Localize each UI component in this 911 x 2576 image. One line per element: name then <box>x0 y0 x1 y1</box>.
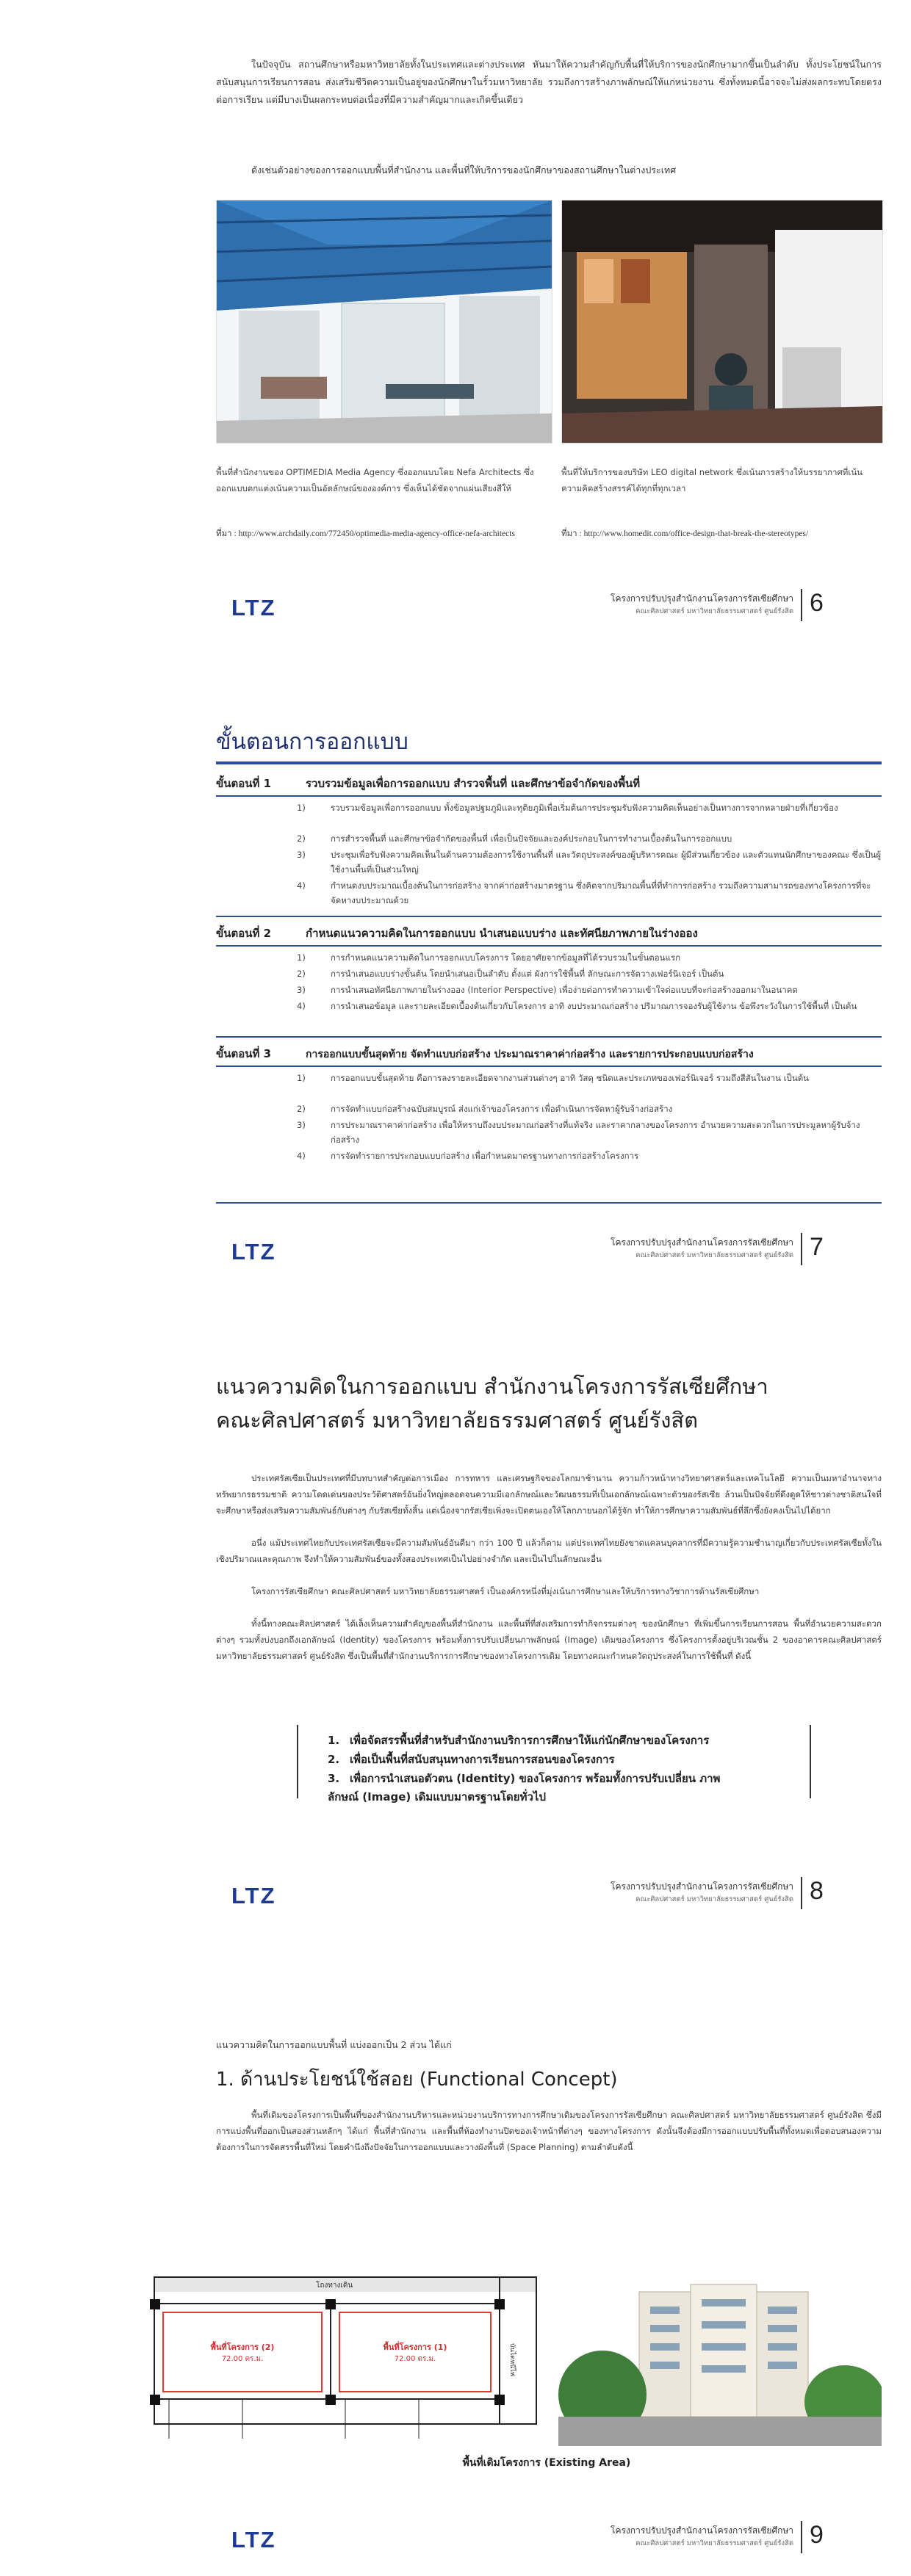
right-photo-source: ที่มา : http://www.homedit.com/office-design-that-break-the-stereotypes/ <box>561 529 809 538</box>
item-text: รวบรวมข้อมูลเพื่อการออกแบบ ทั้งข้อมูลปฐมภูมิและทุติยภูมิเพื่อเริ่มต้นการประชุมรับฟังความคิดเห็นอย่างเป็นทางการจากหลายฝ่ายที่เกี่ยวข้อง <box>331 803 838 813</box>
objective-item <box>328 1770 739 1806</box>
step-2-item <box>297 967 882 982</box>
page-7 <box>0 644 911 1288</box>
left-photo-source: ที่มา : http://www.archdaily.com/772450/optimedia-media-agency-office-nefa-architects <box>216 529 515 538</box>
concept-paragraph: อนึ่ง แม้ประเทศไทยกับประเทศรัสเซียจะมีความสัมพันธ์อันดีมา กว่า 100 ปี แล้วก็ตาม แต่ประเทศไทยยังขาดแคลนบุคลากรที่มีความรู้ความชำนาญเกี่ยวกับประเทศรัสเซียทั้งในเชิงปริมาณและคุณภาพ จึงทำให้ความสัมพันธ์ของทั้งสองประเทศเป็นไปอย่างจำกัด และเป็นไปในลักษณะอื่น <box>216 1538 882 1564</box>
item-text: การกำหนดแนวความคิดในการออกแบบโครงการ โดยอาศัยจากข้อมูลที่ได้รวบรวมในขั้นตอนแรก <box>331 952 681 963</box>
footer-project: โครงการปรับปรุงสำนักงานโครงการรัสเซียศึกษา <box>611 2525 793 2536</box>
step-1-item <box>297 879 882 908</box>
step-3-item <box>297 1102 882 1117</box>
left-photo-caption: พื้นที่สำนักงานของ OPTIMEDIA Media Agency ซึ่งออกแบบโดย Nefa Architects ซึ่งออกแบบตกแต่งเน้นความเป็นอัตลักษณ์ขององค์การ ซึ่งเห็นได้ชัดจากแผ่นเสียงสีให้ <box>216 467 534 493</box>
item-text: การจัดทำแบบก่อสร้างฉบับสมบูรณ์ ส่งแก่เจ้าของโครงการ เพื่อดำเนินการจัดหาผู้รับจ้างก่อสร้าง <box>331 1104 673 1114</box>
ltz-logo: LTZ <box>231 595 276 621</box>
step-title: การออกแบบขั้นสุดท้าย จัดทำแบบก่อสร้าง ประมาณราคาค่าก่อสร้าง และรายการประกอบแบบก่อสร้าง <box>306 1049 754 1060</box>
footer-divider <box>801 589 802 621</box>
office-photo-illustration <box>562 200 882 443</box>
concept-paragraph: โครงการรัสเซียศึกษา คณะศิลปศาสตร์ มหาวิทยาลัยธรรมศาสตร์ เป็นองค์กรหนึ่งที่มุ่งเน้นการศึกษาและให้บริการทางวิชาการด้านรัสเซียศึกษา <box>251 1586 760 1596</box>
page-6 <box>0 0 911 644</box>
objective-number: 1. <box>328 1734 340 1747</box>
footer-faculty: คณะศิลปศาสตร์ มหาวิทยาลัยธรรมศาสตร์ ศูนย์รังสิต <box>635 2539 793 2547</box>
building-illustration <box>558 2270 882 2446</box>
intro-paragraph: ในปัจจุบัน สถานศึกษาหรือมหาวิทยาลัยทั้งในประเทศและต่างประเทศ หันมาให้ความสำคัญกับพื้นที่ให้บริการของนักศึกษามากขึ้นเป็นลำดับ ทั้งประโยชน์ในการสนับสนุนการเรียนการสอน ส่งเสริมชีวิตความเป็นอยู่ของนักศึกษาในรั้วมหาวิทยาลัย รวมถึงการสร้างภาพลักษณ์ให้แก่หน่วยงาน ซึ่งทั้งหมดนี้อาจจะไม่ส่งผลกระทบโดยตรงต่อการเรียน แต่มีบางเป็นผลกระทบต่อเนื่องที่มีความสำคัญมากและเกิดขึ้นเดียว <box>216 59 882 105</box>
step-3-item <box>297 1149 882 1164</box>
page-number: 6 <box>810 589 824 617</box>
step-label: ขั้นตอนที่ 2 <box>216 927 272 940</box>
item-text: การนำเสนอข้อมูล และรายละเอียดเบื้องต้นเกี่ยวกับโครงการ อาทิ งบประมาณก่อสร้าง ปริมาณการจองรับผู้ใช้งาน ข้อพึงระวังในการใช้พื้นที่ เป็นต้น <box>331 1001 857 1011</box>
objective-text: เพื่อเป็นพื้นที่สนับสนุนทางการเรียนการสอนของโครงการ <box>350 1753 615 1766</box>
office-photo-illustration <box>217 200 552 443</box>
step-rule <box>216 795 882 797</box>
objective-text: เพื่อจัดสรรพื้นที่สำหรับสำนักงานบริการการศึกษาให้แก่นักศึกษาของโครงการ <box>350 1734 710 1747</box>
step-2-item <box>297 951 882 966</box>
step-3-item <box>297 1118 882 1147</box>
functional-concept-title: 1. ด้านประโยชน์ใช้สอย (Functional Concept) <box>216 2069 618 2091</box>
footer-divider <box>801 2521 802 2553</box>
corridor-label: โถงทางเดิน <box>316 2282 353 2290</box>
item-text: การสำรวจพื้นที่ และศึกษาข้อจำกัดของพื้นที่ เพื่อเป็นปัจจัยและองค์ประกอบในการทำงานเบื้องต้นในการออกแบบ <box>331 833 732 844</box>
item-number: 2) <box>297 833 306 844</box>
right-photo-caption: พื้นที่ให้บริการของบริษัท LEO digital network ซึ่งเน้นการสร้างให้บรรยากาศที่เน้นความคิดสร้างสรรค์ได้ทุกที่ทุกเวลา <box>561 467 863 493</box>
title-rule <box>216 761 882 764</box>
page-number: 7 <box>810 1233 824 1261</box>
page-number: 8 <box>810 1877 824 1905</box>
item-number: 4) <box>297 1001 306 1011</box>
stair-label: บันไดหนีไฟ <box>508 2343 516 2377</box>
item-number: 2) <box>297 969 306 979</box>
step-1-item <box>297 832 882 847</box>
area-1-name: พื้นที่โครงการ (1) <box>383 2342 447 2352</box>
item-number: 4) <box>297 1151 306 1161</box>
concept-paragraph: ทั้งนี้ทางคณะศิลปศาสตร์ ได้เล็งเห็นความสำคัญของพื้นที่สำนักงาน และพื้นที่ที่ส่งเสริมการทำกิจกรรมต่างๆ ของนักศึกษา ที่เพิ่มขึ้นการเรียนการสอน พื้นที่อำนวยความสะดวกต่างๆ รวมทั้งบ่งบอกถึงเอกลักษณ์ (Identity) ของโครงการ พร้อมทั้งการปรับเปลี่ยนภาพลักษณ์ (Image) เดิมของโครงการ ซึ่งโครงการตั้งอยู่บริเวณชั้น 2 ของอาคารคณะศิลปศาสตร์ มหาวิทยาลัยธรรมศาสตร์ ศูนย์รังสิต ซึ่งเป็นพื้นที่สำนักงานบริการการศึกษาของทางโครงการเดิม โดยทางคณะกำหนดวัตถุประสงค์ในการใช้พื้นที่ ดังนี้ <box>216 1618 882 1661</box>
footer-project: โครงการปรับปรุงสำนักงานโครงการรัสเซียศึกษา <box>611 593 793 604</box>
objective-item <box>328 1732 798 1750</box>
item-number: 1) <box>297 952 306 963</box>
step-2-item <box>297 983 882 998</box>
objective-number: 3. <box>328 1772 340 1785</box>
footer-divider <box>801 1877 802 1909</box>
item-number: 1) <box>297 1073 306 1083</box>
page-footer <box>0 1231 911 1276</box>
section-rule <box>216 916 882 917</box>
section-rule <box>216 1036 882 1038</box>
footer-divider <box>801 1233 802 1265</box>
functional-paragraph: พื้นที่เดิมของโครงการเป็นพื้นที่ของสำนักงานบริหารและหน่วยงานบริการทางการศึกษาเดิมของโครงการรัสเซียศึกษา คณะศิลปศาสตร์ มหาวิทยาลัยธรรมศาสตร์ ศูนย์รังสิต ซึ่งมีการแบ่งพื้นที่ออกเป็นสองส่วนหลักๆ ได้แก่ พื้นที่สำนักงาน และพื้นที่ห้องทำงานปิดของเจ้าหน้าที่ต่างๆ ของทางโครงการ ดังนั้นจึงต้องมีการออกแบบปรับพื้นที่ทั้งหมดเพื่อตอบสนองความต้องการในการจัดสรรพื้นที่ใหม่ โดยคำนึงถึงปัจจัยในการออกแบบและวางผังพื้นที่ (Space Planning) ตามลำดับดังนี้ <box>216 2110 882 2152</box>
step-title: รวบรวมข้อมูลเพื่อการออกแบบ สำรวจพื้นที่ และศึกษาข้อจำกัดของพื้นที่ <box>306 777 641 790</box>
item-text: การนำเสนอทัศนียภาพภายในร่างออง (Interior Perspective) เพื่อง่ายต่อการทำความเข้าใจต่อแบบที่จะก่อสร้างออกมาในอนาคต <box>331 985 798 995</box>
examples-paragraph: ดังเช่นตัวอย่างของการออกแบบพื้นที่สำนักงาน และพื้นที่ให้บริการของนักศึกษาของสถานศึกษาในต่างประเทศ <box>251 164 677 176</box>
ltz-logo: LTZ <box>231 2527 276 2553</box>
step-2-item <box>297 999 882 1014</box>
step-1-item <box>297 801 882 816</box>
item-text: ประชุมเพื่อรับฟังความคิดเห็นในด้านความต้องการใช้งานพื้นที่ และวัตถุประสงค์ของผู้บริหารคณะ ผู้มีส่วนเกี่ยวข้อง และตัวแทนนักศึกษาของคณะ ซึ่งเป็นผู้ใช้งานพื้นที่เป็นส่วนใหญ่ <box>331 850 882 875</box>
step-rule <box>216 945 882 947</box>
footer-faculty: คณะศิลปศาสตร์ มหาวิทยาลัยธรรมศาสตร์ ศูนย์รังสิต <box>635 1895 793 1903</box>
faculty-building-photo <box>558 2270 882 2446</box>
page-footer <box>0 587 911 632</box>
page-number: 9 <box>810 2521 824 2549</box>
step-label: ขั้นตอนที่ 3 <box>216 1047 272 1060</box>
footer-project: โครงการปรับปรุงสำนักงานโครงการรัสเซียศึกษา <box>611 1881 793 1892</box>
item-number: 2) <box>297 1104 306 1114</box>
ltz-logo: LTZ <box>231 1239 276 1265</box>
leo-digital-office-photo <box>561 200 883 444</box>
page-8 <box>0 1288 911 1932</box>
item-text: การจัดทำรายการประกอบแบบก่อสร้าง เพื่อกำหนดมาตรฐานทางการก่อสร้างโครงการ <box>331 1151 639 1161</box>
step-title: กำหนดแนวความคิดในการออกแบบ นำเสนอแบบร่าง และทัศนียภาพภายในร่างออง <box>306 927 698 940</box>
item-text: กำหนดงบประมาณเบื้องต้นในการก่อสร้าง จากค่าก่อสร้างมาตรฐาน ซึ่งคิดจากปริมาณพื้นที่ที่ทำการก่อสร้าง รวมถึงความสามารถของทางโครงการที่จะจัดหางบประมาณด้วย <box>331 880 871 905</box>
intro-line: แนวความคิดในการออกแบบพื้นที่ แบ่งออกเป็น 2 ส่วน ได้แก่ <box>216 2039 452 2050</box>
item-number: 4) <box>297 880 306 891</box>
ltz-logo: LTZ <box>231 1883 276 1909</box>
item-number: 3) <box>297 1120 306 1130</box>
page-title: ขั้นตอนการออกแบบ <box>216 729 408 755</box>
footer-faculty: คณะศิลปศาสตร์ มหาวิทยาลัยธรรมศาสตร์ ศูนย์รังสิต <box>635 1251 793 1259</box>
concept-title-line-2: คณะศิลปศาสตร์ มหาวิทยาลัยธรรมศาสตร์ ศูนย์รังสิต <box>216 1408 698 1433</box>
existing-area-caption: พื้นที่เดิมโครงการ (Existing Area) <box>462 2457 631 2469</box>
footer-faculty: คณะศิลปศาสตร์ มหาวิทยาลัยธรรมศาสตร์ ศูนย์รังสิต <box>635 607 793 615</box>
existing-floor-plan <box>147 2270 544 2446</box>
objective-text: เพื่อการนำเสนอตัวตน (Identity) ของโครงการ พร้อมทั้งการปรับเปลี่ยน ภาพลักษณ์ (Image) เดิมแบบมาตรฐานโดยทั่วไป <box>328 1772 721 1803</box>
step-1-heading <box>216 775 640 792</box>
step-2-heading <box>216 925 698 942</box>
item-text: การออกแบบขั้นสุดท้าย คือการลงรายละเอียดจากงานส่วนต่างๆ อาทิ วัสดุ ชนิดและประเภทของเฟอร์นิเจอร์ รวมถึงสีสันในงาน เป็นต้น <box>331 1073 810 1083</box>
optimedia-office-photo <box>216 200 552 444</box>
item-number: 1) <box>297 803 306 813</box>
item-text: การประมาณราคาค่าก่อสร้าง เพื่อให้ทราบถึงงบประมาณก่อสร้างที่แท้จริง และราคากลางของโครงการ อำนวยความสะดวกในการประมูลหาผู้รับจ้างก่อสร้าง <box>331 1120 860 1145</box>
item-text: การนำเสนอแบบร่างขั้นต้น โดยนำเสนอเป็นลำดับ ตั้งแต่ ผังการใช้พื้นที่ ลักษณะการจัดวางเฟอร์นิเจอร์ เป็นต้น <box>331 969 724 979</box>
page-9 <box>0 1932 911 2576</box>
area-1-size: 72.00 ตร.ม. <box>394 2355 436 2363</box>
item-number: 3) <box>297 850 306 860</box>
page-footer <box>0 2519 911 2564</box>
objective-item <box>328 1751 798 1769</box>
objective-number: 2. <box>328 1753 340 1766</box>
item-number: 3) <box>297 985 306 995</box>
step-3-heading <box>216 1045 754 1063</box>
step-label: ขั้นตอนที่ 1 <box>216 777 272 790</box>
step-1-item <box>297 848 882 877</box>
concept-title-line-1: แนวความคิดในการออกแบบ สำนักงานโครงการรัสเซียศึกษา <box>216 1374 768 1399</box>
concept-paragraph: ประเทศรัสเซียเป็นประเทศที่มีบทบาทสำคัญต่อการเมือง การทหาร และเศรษฐกิจของโลกมาช้านาน ความก้าวหน้าทางวิทยาศาสตร์และเทคโนโลยี ความเป็นมหาอำนาจทางทรัพยากรธรรมชาติ ความโดดเด่นของประวัติศาสตร์อันยิ่งใหญ่ตลอดจนความมีเอกลักษณ์และวัฒนธรรมที่เป็นเอกลักษณ์เฉพาะตัวของรัสเซีย ล้วนเป็นปัจจัยที่ดึงดูดให้ชาวต่างชาติสนใจที่จะศึกษาหรือส่งเสริมความสัมพันธ์กับต่างๆ กับรัสเซียทั้งสิ้น แต่เนื่องจากรัสเซียเพิ่งจะเปิดตนเองให้โลกภายนอกได้รู้จัก ทำให้การศึกษาความสัมพันธ์ที่ลึกซึ้งยังคงเป็นไปได้ยาก <box>216 1473 882 1516</box>
section-rule <box>216 1202 882 1204</box>
step-rule <box>216 1066 882 1067</box>
area-2-size: 72.00 ตร.ม. <box>221 2355 264 2363</box>
step-3-item <box>297 1071 882 1086</box>
page-footer <box>0 1875 911 1920</box>
area-2-name: พื้นที่โครงการ (2) <box>210 2342 275 2352</box>
footer-project: โครงการปรับปรุงสำนักงานโครงการรัสเซียศึกษา <box>611 1237 793 1248</box>
